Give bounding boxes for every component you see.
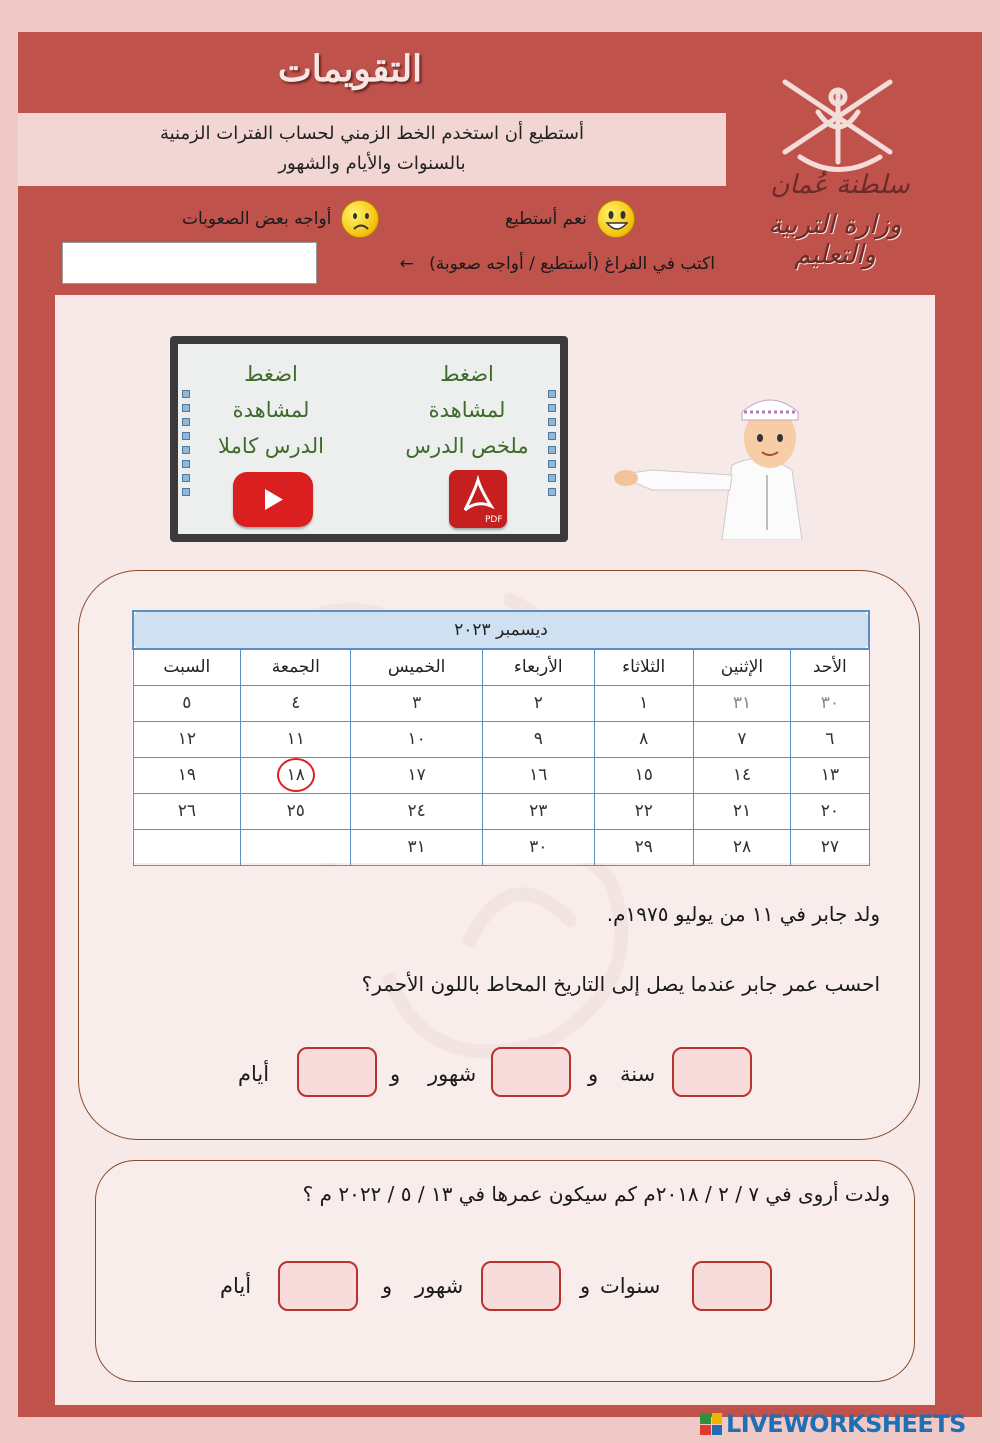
- calendar-day: ٢٥: [241, 793, 351, 829]
- q2-months-label: شهور: [415, 1274, 464, 1298]
- summary-label-line-3: ملخص الدرس: [405, 434, 529, 458]
- calendar-day: ١٤: [693, 757, 790, 793]
- board-toolbar-left: [182, 390, 192, 520]
- page-title: التقويمات: [277, 48, 423, 90]
- calendar-title: ديسمبر ٢٠٢٣: [133, 611, 869, 649]
- calendar-day: ١٢: [133, 721, 241, 757]
- logo-line-1: سلطنة عُمان: [770, 170, 910, 200]
- calendar-day: ٢١: [693, 793, 790, 829]
- calendar-day: ١٥: [594, 757, 693, 793]
- calendar-day: ٣٠: [791, 685, 869, 721]
- summary-link-label[interactable]: [392, 356, 542, 464]
- option-difficult-label: أواجه بعض الصعوبات: [182, 209, 332, 229]
- calendar-day: ٢٨: [693, 829, 790, 865]
- q2-and-2: و: [382, 1274, 393, 1298]
- full-label-line-1: اضغط: [244, 362, 298, 386]
- day-header: الثلاثاء: [594, 649, 693, 685]
- day-header: الأحد: [791, 649, 869, 685]
- q2-days-label: أيام: [220, 1274, 252, 1298]
- day-header: الأربعاء: [482, 649, 594, 685]
- calendar-day: ٢٩: [594, 829, 693, 865]
- calendar-day: ١: [594, 685, 693, 721]
- youtube-play-button[interactable]: [233, 472, 313, 527]
- liveworksheets-text: LIVEWORKSHEETS: [726, 1410, 966, 1438]
- day-header: الجمعة: [241, 649, 351, 685]
- question-2-prompt: ولدت أروى في ٧ / ٢ / ٢٠١٨م كم سيكون عمرها في ١٣ / ٥ / ٢٠٢٢ م ؟: [302, 1182, 890, 1206]
- calendar-day: ٢٦: [133, 793, 241, 829]
- q2-and-1: و: [580, 1274, 591, 1298]
- calendar-day: ٢٧: [791, 829, 869, 865]
- calendar-day: ٤: [241, 685, 351, 721]
- question-1-statement: ولد جابر في ١١ من يوليو ١٩٧٥م.: [606, 902, 880, 926]
- calendar-day: ٣: [351, 685, 483, 721]
- calendar-day: ١٣: [791, 757, 869, 793]
- q2-years-label: سنوات: [600, 1274, 661, 1298]
- q2-days-input[interactable]: [278, 1261, 358, 1311]
- circled-date: ١٨: [277, 758, 315, 792]
- q2-months-input[interactable]: [481, 1261, 561, 1311]
- full-lesson-link-label[interactable]: [196, 356, 346, 464]
- question-1-prompt: احسب عمر جابر عندما يصل إلى التاريخ المحاط باللون الأحمر؟: [361, 972, 880, 996]
- calendar-day: ٢٠: [791, 793, 869, 829]
- sad-face-icon: [341, 200, 379, 238]
- objective-line-1: أستطيع أن استخدم الخط الزمني لحساب الفترات الزمنية: [159, 123, 585, 144]
- full-label-line-3: الدرس كاملا: [218, 434, 324, 458]
- pdf-text: PDF: [485, 515, 503, 525]
- lesson-objective: [18, 113, 726, 186]
- option-can-label: نعم أستطيع: [505, 209, 587, 229]
- q1-and-1: و: [588, 1062, 599, 1086]
- day-header: الخميس: [351, 649, 483, 685]
- play-icon: [233, 472, 313, 527]
- calendar-day: [133, 829, 241, 865]
- logo-line-2: وزارة التربية والتعليم: [768, 210, 902, 270]
- calendar-week-row: [133, 829, 869, 865]
- calendar-day: ٢٤: [351, 793, 483, 829]
- calendar-day: ١٩: [133, 757, 241, 793]
- calendar-day: ٣١: [693, 685, 790, 721]
- day-header: الإثنين: [693, 649, 790, 685]
- option-can: [505, 200, 635, 238]
- q1-days-input[interactable]: [297, 1047, 377, 1097]
- arrow-left-icon: ←: [399, 254, 414, 274]
- q1-days-label: أيام: [238, 1062, 270, 1086]
- liveworksheets-brand[interactable]: [700, 1410, 966, 1438]
- calendar-day-headers: [133, 649, 869, 685]
- calendar-day: ٣١: [351, 829, 483, 865]
- calendar-day: ٧: [693, 721, 790, 757]
- self-assessment-input[interactable]: [62, 242, 317, 284]
- happy-face-icon: [597, 200, 635, 238]
- calendar-day: ٨: [594, 721, 693, 757]
- calendar-day: ٢٢: [594, 793, 693, 829]
- calendar-day: ٢٣: [482, 793, 594, 829]
- write-instruction-text: اكتب في الفراغ (أستطيع / أواجه صعوبة): [429, 254, 715, 274]
- full-label-line-2: لمشاهدة: [232, 398, 310, 422]
- liveworksheets-logo-icon: [700, 1413, 722, 1435]
- calendar-day: ١١: [241, 721, 351, 757]
- calendar-day: ٢: [482, 685, 594, 721]
- objective-line-2: بالسنوات والأيام والشهور: [278, 153, 466, 174]
- summary-label-line-2: لمشاهدة: [428, 398, 506, 422]
- pdf-icon: [449, 470, 507, 528]
- q2-years-input[interactable]: [692, 1261, 772, 1311]
- calendar-day: ١٦: [482, 757, 594, 793]
- calendar-day: ١٠: [351, 721, 483, 757]
- calendar-day: ٣٠: [482, 829, 594, 865]
- calendar-week-row: [133, 721, 869, 757]
- calendar-table: [132, 610, 870, 866]
- q1-months-label: شهور: [428, 1062, 477, 1086]
- day-header: السبت: [133, 649, 241, 685]
- board-toolbar-right: [548, 390, 558, 520]
- calendar-day: ٦: [791, 721, 869, 757]
- calendar-week-row: [133, 793, 869, 829]
- q1-years-label: سنة: [620, 1062, 656, 1086]
- q1-months-input[interactable]: [491, 1047, 571, 1097]
- pointing-boy-illustration: [612, 390, 817, 540]
- calendar-day-circled: [241, 757, 351, 793]
- calendar-day: ١٧: [351, 757, 483, 793]
- calendar-day: [241, 829, 351, 865]
- calendar-week-row: [133, 685, 869, 721]
- q1-and-2: و: [390, 1062, 401, 1086]
- calendar-week-row: [133, 757, 869, 793]
- pdf-button[interactable]: [449, 470, 507, 528]
- summary-label-line-1: اضغط: [440, 362, 494, 386]
- calendar-day: ٩: [482, 721, 594, 757]
- calendar-day: ٥: [133, 685, 241, 721]
- option-difficult: [182, 200, 379, 238]
- q1-years-input[interactable]: [672, 1047, 752, 1097]
- write-instruction: [330, 254, 715, 274]
